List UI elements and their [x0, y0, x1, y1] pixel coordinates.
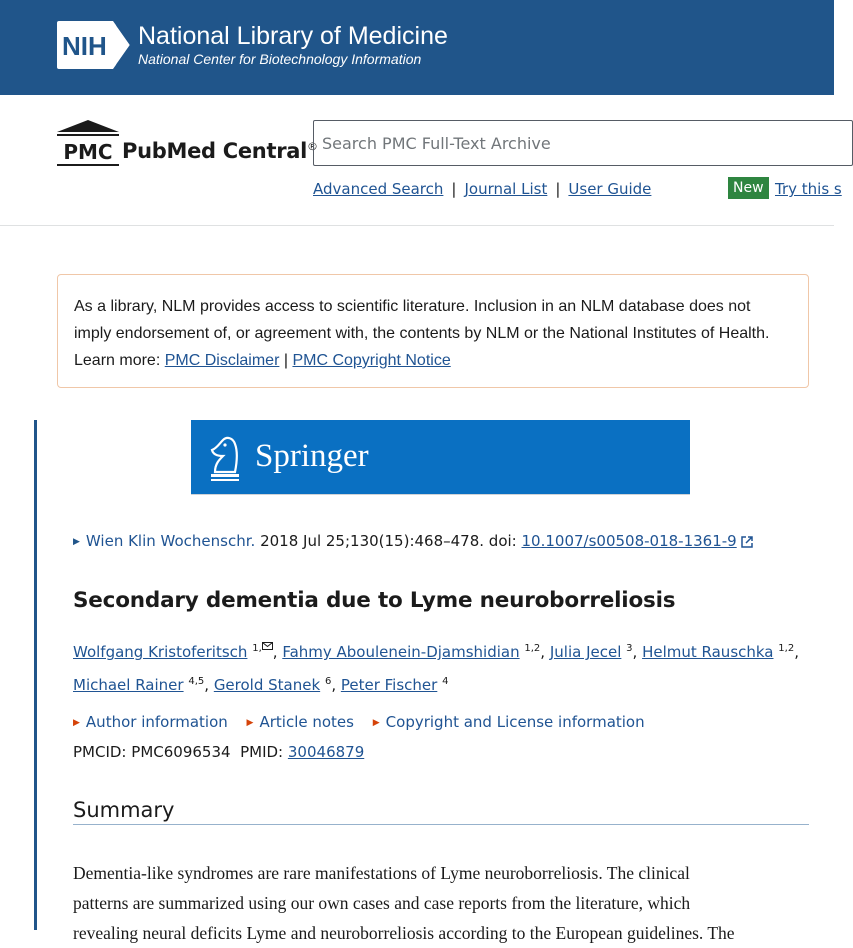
pmc-header: [0, 95, 842, 226]
abstract-line: revealing neural deficits Lyme and neuroborreliosis according to the European guidelines. The: [73, 923, 735, 943]
author-affiliation: 1,2: [524, 643, 541, 654]
author-link[interactable]: Gerold Stanek: [213, 676, 321, 694]
citation-details: 2018 Jul 25;130(15):468–478. doi:: [260, 532, 517, 550]
user-guide-link[interactable]: User Guide: [568, 180, 652, 198]
link-separator: |: [451, 180, 457, 198]
pmcid-value: PMC6096534: [131, 743, 231, 761]
search-box: [313, 120, 853, 166]
nlm-title[interactable]: National Library of Medicine: [138, 22, 448, 50]
header-links: [313, 180, 651, 198]
pmc-disclaimer-link[interactable]: PMC Disclaimer: [164, 352, 280, 369]
author-affiliation: 4: [442, 676, 449, 687]
summary-heading: Summary: [73, 798, 809, 825]
abstract-text: [73, 858, 833, 948]
author-list: Wolfgang Kristoferitsch $^{1,}$ , Fahmy Aboulenein-Djamshidian $^{1,2}$, Julia Jecel $^3$, Helmut Rauschka $^{1,2}$, Michael Rainer $^{4,5}$, Gerold Stanek $^6$, Peter Fischer $^4$: [73, 643, 799, 694]
nih-logo[interactable]: [57, 21, 131, 69]
link-separator: |: [555, 180, 561, 198]
abstract-line: patterns are summarized using our own cases and case reports from the literature, which: [73, 893, 691, 913]
disclaimer-separator: |: [283, 352, 288, 369]
author-link[interactable]: Fahmy Aboulenein-Djamshidian: [282, 643, 520, 661]
copyright-info-toggle[interactable]: [373, 713, 645, 731]
author-affiliation: 1,: [252, 643, 262, 654]
triangle-right-icon: ▶: [372, 718, 380, 728]
article-ids: [73, 743, 364, 761]
author-link[interactable]: Michael Rainer: [73, 676, 184, 694]
doi-link[interactable]: 10.1007/s00508-018-1361-9: [521, 532, 737, 550]
toggle-label: Article notes: [259, 713, 354, 731]
registered-mark: ®: [307, 140, 318, 153]
author-link[interactable]: Helmut Rauschka: [642, 643, 774, 661]
envelope-icon[interactable]: [262, 642, 273, 650]
try-new-link[interactable]: Try this s: [775, 180, 842, 198]
new-badge: New: [728, 177, 769, 199]
author-affiliation: 3: [626, 643, 633, 654]
triangle-right-icon: ▶: [73, 718, 80, 728]
author-affiliation: 4,5: [188, 676, 205, 687]
nih-logo-text: NIH: [62, 31, 107, 61]
author-affiliation: 1,2: [778, 643, 795, 654]
disclaimer-box: [57, 274, 809, 388]
author-link[interactable]: Wolfgang Kristoferitsch: [73, 643, 248, 661]
author-link[interactable]: Peter Fischer: [340, 676, 438, 694]
article-notes-toggle[interactable]: [247, 713, 354, 731]
triangle-right-icon: ▶: [246, 718, 254, 728]
nih-banner: [0, 0, 834, 95]
author-information-toggle[interactable]: [73, 713, 228, 731]
publisher-name: Springer: [255, 438, 369, 474]
search-input[interactable]: [314, 121, 852, 165]
external-link-icon[interactable]: [741, 536, 753, 548]
pmcid-label: PMCID:: [73, 743, 127, 761]
toggle-label: Author information: [85, 713, 228, 731]
pmc-copyright-link[interactable]: PMC Copyright Notice: [292, 352, 451, 369]
article-left-border: [34, 420, 37, 930]
learn-more-label: Learn more:: [74, 352, 161, 369]
abstract-line: Dementia-like syndromes are rare manifestations of Lyme neuroborreliosis. The clinical: [73, 863, 690, 883]
citation-line: [73, 532, 753, 550]
knight-chess-icon: [205, 432, 245, 482]
nlm-subtitle: National Center for Biotechnology Information: [138, 51, 422, 67]
journal-list-link[interactable]: Journal List: [464, 180, 548, 198]
pmc-site-name[interactable]: [122, 139, 318, 163]
triangle-right-icon[interactable]: ▶: [73, 537, 80, 547]
pmc-name-text: PubMed Central: [122, 139, 308, 163]
pmid-link[interactable]: 30046879: [287, 743, 365, 761]
disclaimer-text: As a library, NLM provides access to scientific literature. Inclusion in an NLM database does not imply endorsement of, or agreement with, the contents by NLM or the National Institutes of Health.: [74, 298, 770, 342]
pmc-logo-text: PMC: [63, 140, 113, 164]
article-info-row: [73, 713, 659, 731]
toggle-label: Copyright and License information: [385, 713, 645, 731]
pmc-logo-icon[interactable]: [57, 120, 119, 168]
article-title: Secondary dementia due to Lyme neuroborreliosis: [73, 588, 676, 613]
author-affiliation: 6: [324, 676, 332, 687]
advanced-search-link[interactable]: Advanced Search: [313, 180, 444, 198]
author-link[interactable]: Julia Jecel: [549, 643, 622, 661]
pmid-label: PMID:: [240, 743, 284, 761]
journal-link[interactable]: Wien Klin Wochenschr.: [85, 532, 256, 550]
